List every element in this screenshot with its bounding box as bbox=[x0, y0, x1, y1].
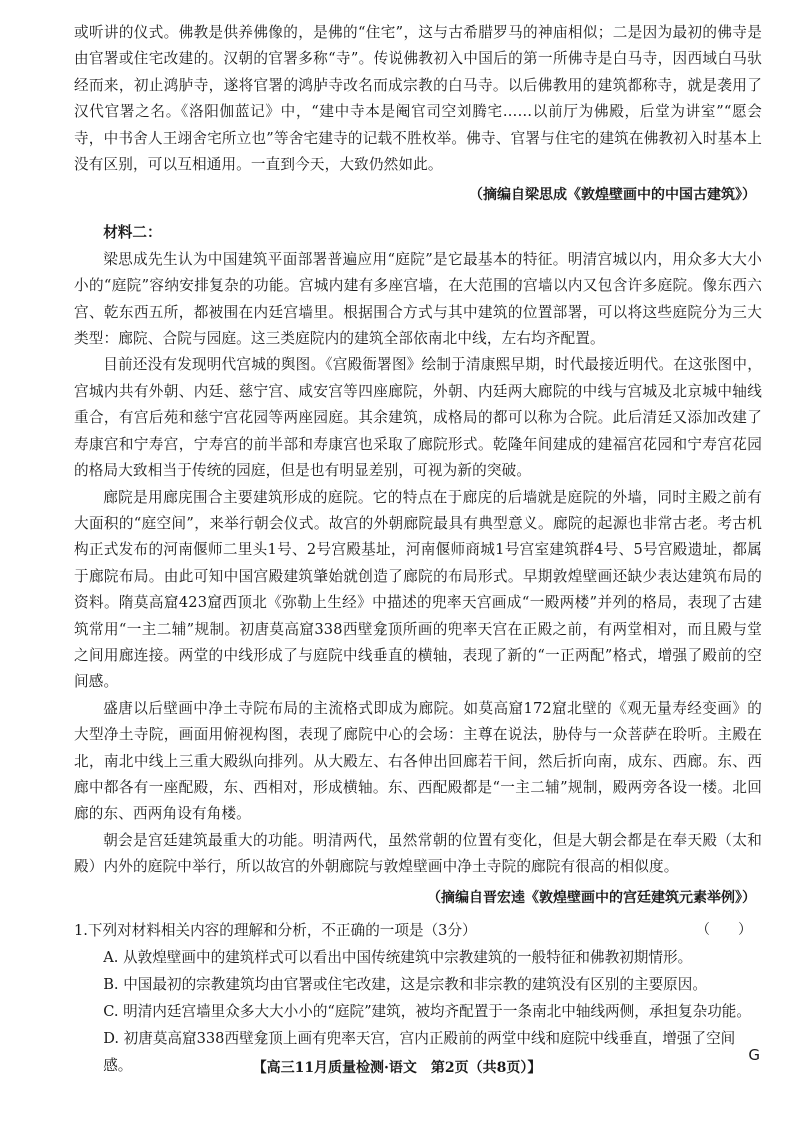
material2-paragraph-5: 朝会是宫廷建筑最重大的功能。明清两代，虽然常朝的位置有变化，但是大朝会都是在奉天殿（太和殿）内外的庭院中举行，所以故宫的外朝廊院与敦煌壁画中净土寺院的廊院有很高的相似度。 bbox=[74, 831, 762, 876]
page-content bbox=[74, 20, 762, 1079]
option-b: B. 中国最初的宗教建筑均由官署或住宅改建，这是宗教和非宗教的建筑没有区别的主要原因。 bbox=[103, 975, 707, 993]
option-a: A. 从敦煌壁画中的建筑样式可以看出中国传统建筑中宗教建筑的一般特征和佛教初期情形。 bbox=[103, 948, 693, 966]
answer-bracket: （ ） bbox=[696, 921, 752, 938]
material2-label: 材料二： bbox=[103, 224, 162, 242]
material2-paragraph-2: 目前还没有发现明代宫城的舆图。《宫殿衙署图》绘制于清康熙早期，时代最接近明代。在这张图中，宫城内共有外朝、内廷、慈宁宫、咸安宫等四座廊院，外朝、内廷两大廊院的中线与宫城及北京城中轴线重合，有宫后苑和慈宁宫花园等两座园庭。其余建筑，成格局的都可以称为合院。此后清廷又添加改建了寿康宫和宁寿宫，宁寿宫的前半部和寿康宫也采取了廊院形式。乾隆年间建成的建福宫花园和宁寿宫花园的格局大致相当于传统的园庭，但是也有明显差别，可视为新的突破。 bbox=[74, 356, 762, 480]
page-footer: 【高三11月质量检测·语文 第2页（共8页）】 bbox=[252, 1060, 542, 1076]
material2-paragraph-1: 梁思成先生认为中国建筑平面部署普遍应用“庭院”是它最基本的特征。明清宫城以内，用众多大大小小的“庭院”容纳安排复杂的功能。宫城内建有多座宫墙，在大范围的宫墙以内又包含许多庭院。像东西六宫、乾东西五所，都被围在内廷宫墙里。根据围合方式与其中建筑的位置部署，可以将这些庭院分为三大类型：廊院、合院与园庭。这三类庭院内的建筑全部依南北中线，左右均齐配置。 bbox=[74, 250, 762, 348]
question-1-stem-row bbox=[74, 917, 762, 944]
option-d: D. 初唐莫高窟338西壁龛顶上画有兜率天宫，宫内正殿前的两堂中线和庭院中线垂直，增强了空间感。 bbox=[103, 1029, 736, 1074]
option-c: C. 明清内廷宫墙里众多大大小小的“庭院”建筑，被均齐配置于一条南北中轴线两侧，承担复杂功能。 bbox=[103, 1002, 751, 1020]
question-1 bbox=[74, 917, 762, 1079]
corner-mark: G bbox=[748, 1046, 760, 1064]
material1-continued-paragraph: 或听讲的仪式。佛教是供养佛像的，是佛的“住宅”，这与古希腊罗马的神庙相似；二是因为最初的佛寺是由官署或住宅改建的。汉朝的官署多称“寺”。传说佛教初入中国后的第一所佛寺是白马寺，因西域白马驮经而来，初止鸿胪寺，遂将官署的鸿胪寺改名而成宗教的白马寺。以后佛教用的建筑都称寺，就是袭用了汉代官署之名。《洛阳伽蓝记》中，“建中寺本是阉官司空刘腾宅……以前厅为佛殿，后堂为讲室”“愿会寺，中书舍人王翊舍宅所立也”等舍宅建寺的记载不胜枚举。佛寺、官署与住宅的建筑在佛教初入时基本上没有区别，可以互相通用。一直到今天，大致仍然如此。 bbox=[74, 24, 762, 174]
material2-paragraph-4: 盛唐以后壁画中净土寺院布局的主流格式即成为廊院。如莫高窟172窟北壁的《观无量寿经变画》的大型净土寺院，画面用俯视构图，表现了廊院中心的会场：主尊在说法，胁侍与一众菩萨在聆听。主殿在北，南北中线上三重大殿纵向排列。从大殿左、右各伸出回廊若干间，然后折向南，成东、西廊。东、西廊中都各有一座配殿，东、西相对，形成横轴。东、西配殿都是“一主二辅”规制，殿两旁各设一楼。北回廊的东、西两角设有角楼。 bbox=[74, 699, 762, 823]
material2-paragraph-3: 廊院是用廊庑围合主要建筑形成的庭院。它的特点在于廊庑的后墙就是庭院的外墙，同时主殿之前有大面积的“庭空间”，来举行朝会仪式。故宫的外朝廊院最具有典型意义。廊院的起源也非常古老。考古机构正式发布的河南偃师二里头1号、2号宫殿基址，河南偃师商城1号宫室建筑群4号、5号宫殿遗址，都属于廊院布局。由此可知中国宫殿建筑肇始就创造了廊院的布局形式。早期敦煌壁画还缺少表达建筑布局的资料。隋莫高窟423窟西顶北《弥勒上生经》中描述的兜率天宫画成“一殿两楼”并列的格局，表现了古建筑常用“一主二辅”规制。初唐莫高窟338西壁龛顶所画的兜率天宫在正殿之前，有两堂相对，而且殿与堂之间用廊连接。两堂的中线形成了与庭院中线垂直的横轴，表现了新的“一正两配”格式，增强了殿前的空间感。 bbox=[74, 488, 762, 691]
question-1-stem: 1.下列对材料相关内容的理解和分析，不正确的一项是（3分） bbox=[74, 921, 477, 939]
material2-source: （摘编自晋宏逵《敦煌壁画中的宫廷建筑元素举例》） bbox=[427, 889, 756, 906]
material1-source: （摘编自梁思成《敦煌壁画中的中国古建筑》） bbox=[469, 187, 756, 204]
